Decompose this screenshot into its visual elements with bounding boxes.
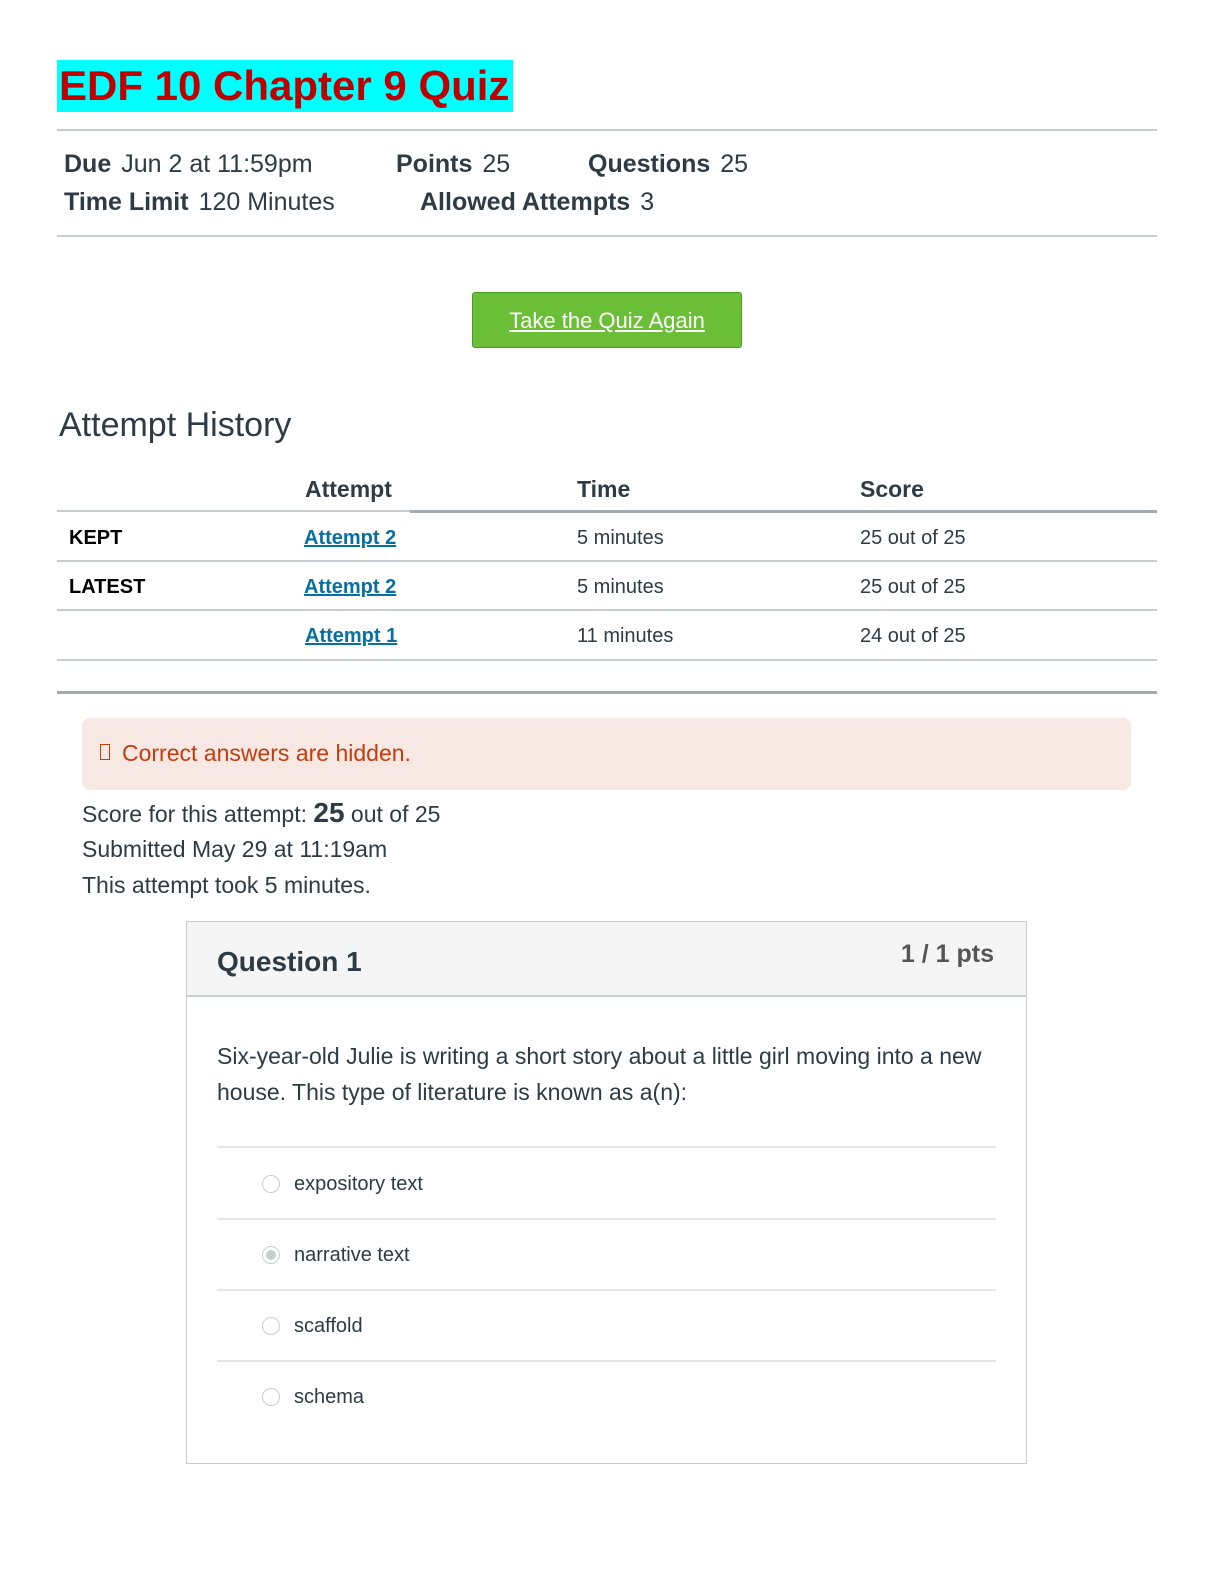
alert-text: Correct answers are hidden. [122, 740, 411, 766]
column-header-attempt: Attempt [305, 476, 392, 502]
attempt-link[interactable]: Attempt 1 [305, 625, 398, 647]
radio-button-selected[interactable] [262, 1246, 280, 1264]
attempt-score: 24 out of 25 [860, 625, 966, 647]
due-label: Due [64, 150, 112, 178]
points-value: 25 [482, 150, 511, 178]
score-value: 25 [313, 797, 345, 828]
row-label: KEPT [69, 527, 123, 549]
answer-label: narrative text [294, 1244, 410, 1266]
questions-label: Questions [588, 150, 711, 178]
time-limit-info [64, 188, 335, 217]
answer-label: schema [294, 1386, 365, 1408]
column-header-time: Time [577, 476, 631, 502]
score-prefix: Score for this attempt: [82, 801, 314, 827]
attempt-link[interactable]: Attempt 2 [304, 527, 397, 549]
score-suffix: out of 25 [344, 801, 441, 827]
points-info [396, 150, 510, 179]
attempt-score-line [82, 797, 440, 829]
attempt-history-heading: Attempt History [59, 406, 292, 444]
question-header [187, 922, 1026, 997]
question-text: Six-year-old Julie is writing a short story about a little girl moving into a new house. This type of literature is known as a(n): [217, 1043, 982, 1105]
due-value: Jun 2 at 11:59pm [121, 150, 313, 178]
page-title: EDF 10 Chapter 9 Quiz [57, 60, 513, 112]
attempt-score: 25 out of 25 [860, 576, 966, 598]
question-points: 1 / 1 pts [900, 940, 994, 968]
warning-icon [100, 744, 110, 760]
question-card [186, 921, 1027, 1464]
answer-divider [217, 1289, 996, 1291]
attempt-link[interactable]: Attempt 2 [304, 576, 397, 598]
allowed-attempts-value: 3 [640, 188, 655, 216]
answer-divider [217, 1218, 996, 1220]
answer-divider [217, 1146, 996, 1148]
answer-divider [217, 1360, 996, 1362]
column-header-score: Score [860, 476, 924, 502]
radio-button[interactable] [262, 1175, 280, 1193]
row-divider [57, 609, 1157, 611]
row-divider [57, 659, 1157, 661]
questions-info [588, 150, 748, 179]
attempt-time: 5 minutes [577, 527, 664, 549]
allowed-attempts-label: Allowed Attempts [420, 188, 631, 216]
divider [57, 235, 1157, 237]
time-limit-label: Time Limit [64, 188, 189, 216]
section-divider [57, 691, 1157, 694]
due-info [64, 150, 313, 179]
duration-line: This attempt took 5 minutes. [82, 872, 371, 898]
attempt-time: 5 minutes [577, 576, 664, 598]
table-header-underline [410, 510, 1157, 513]
answer-label: expository text [294, 1173, 423, 1195]
radio-button[interactable] [262, 1388, 280, 1406]
attempt-score: 25 out of 25 [860, 527, 966, 549]
row-label: LATEST [69, 576, 146, 598]
take-quiz-again-button[interactable]: Take the Quiz Again [472, 292, 742, 348]
points-label: Points [396, 150, 473, 178]
allowed-attempts-info [420, 188, 654, 217]
attempt-time: 11 minutes [577, 625, 674, 647]
hidden-answers-alert [82, 718, 1131, 790]
answer-label: scaffold [294, 1315, 363, 1337]
time-limit-value: 120 Minutes [198, 188, 335, 216]
submitted-line: Submitted May 29 at 11:19am [82, 836, 388, 862]
divider [57, 129, 1157, 131]
questions-value: 25 [720, 150, 749, 178]
radio-button[interactable] [262, 1317, 280, 1335]
row-divider [57, 560, 1157, 562]
question-title: Question 1 [217, 946, 362, 977]
